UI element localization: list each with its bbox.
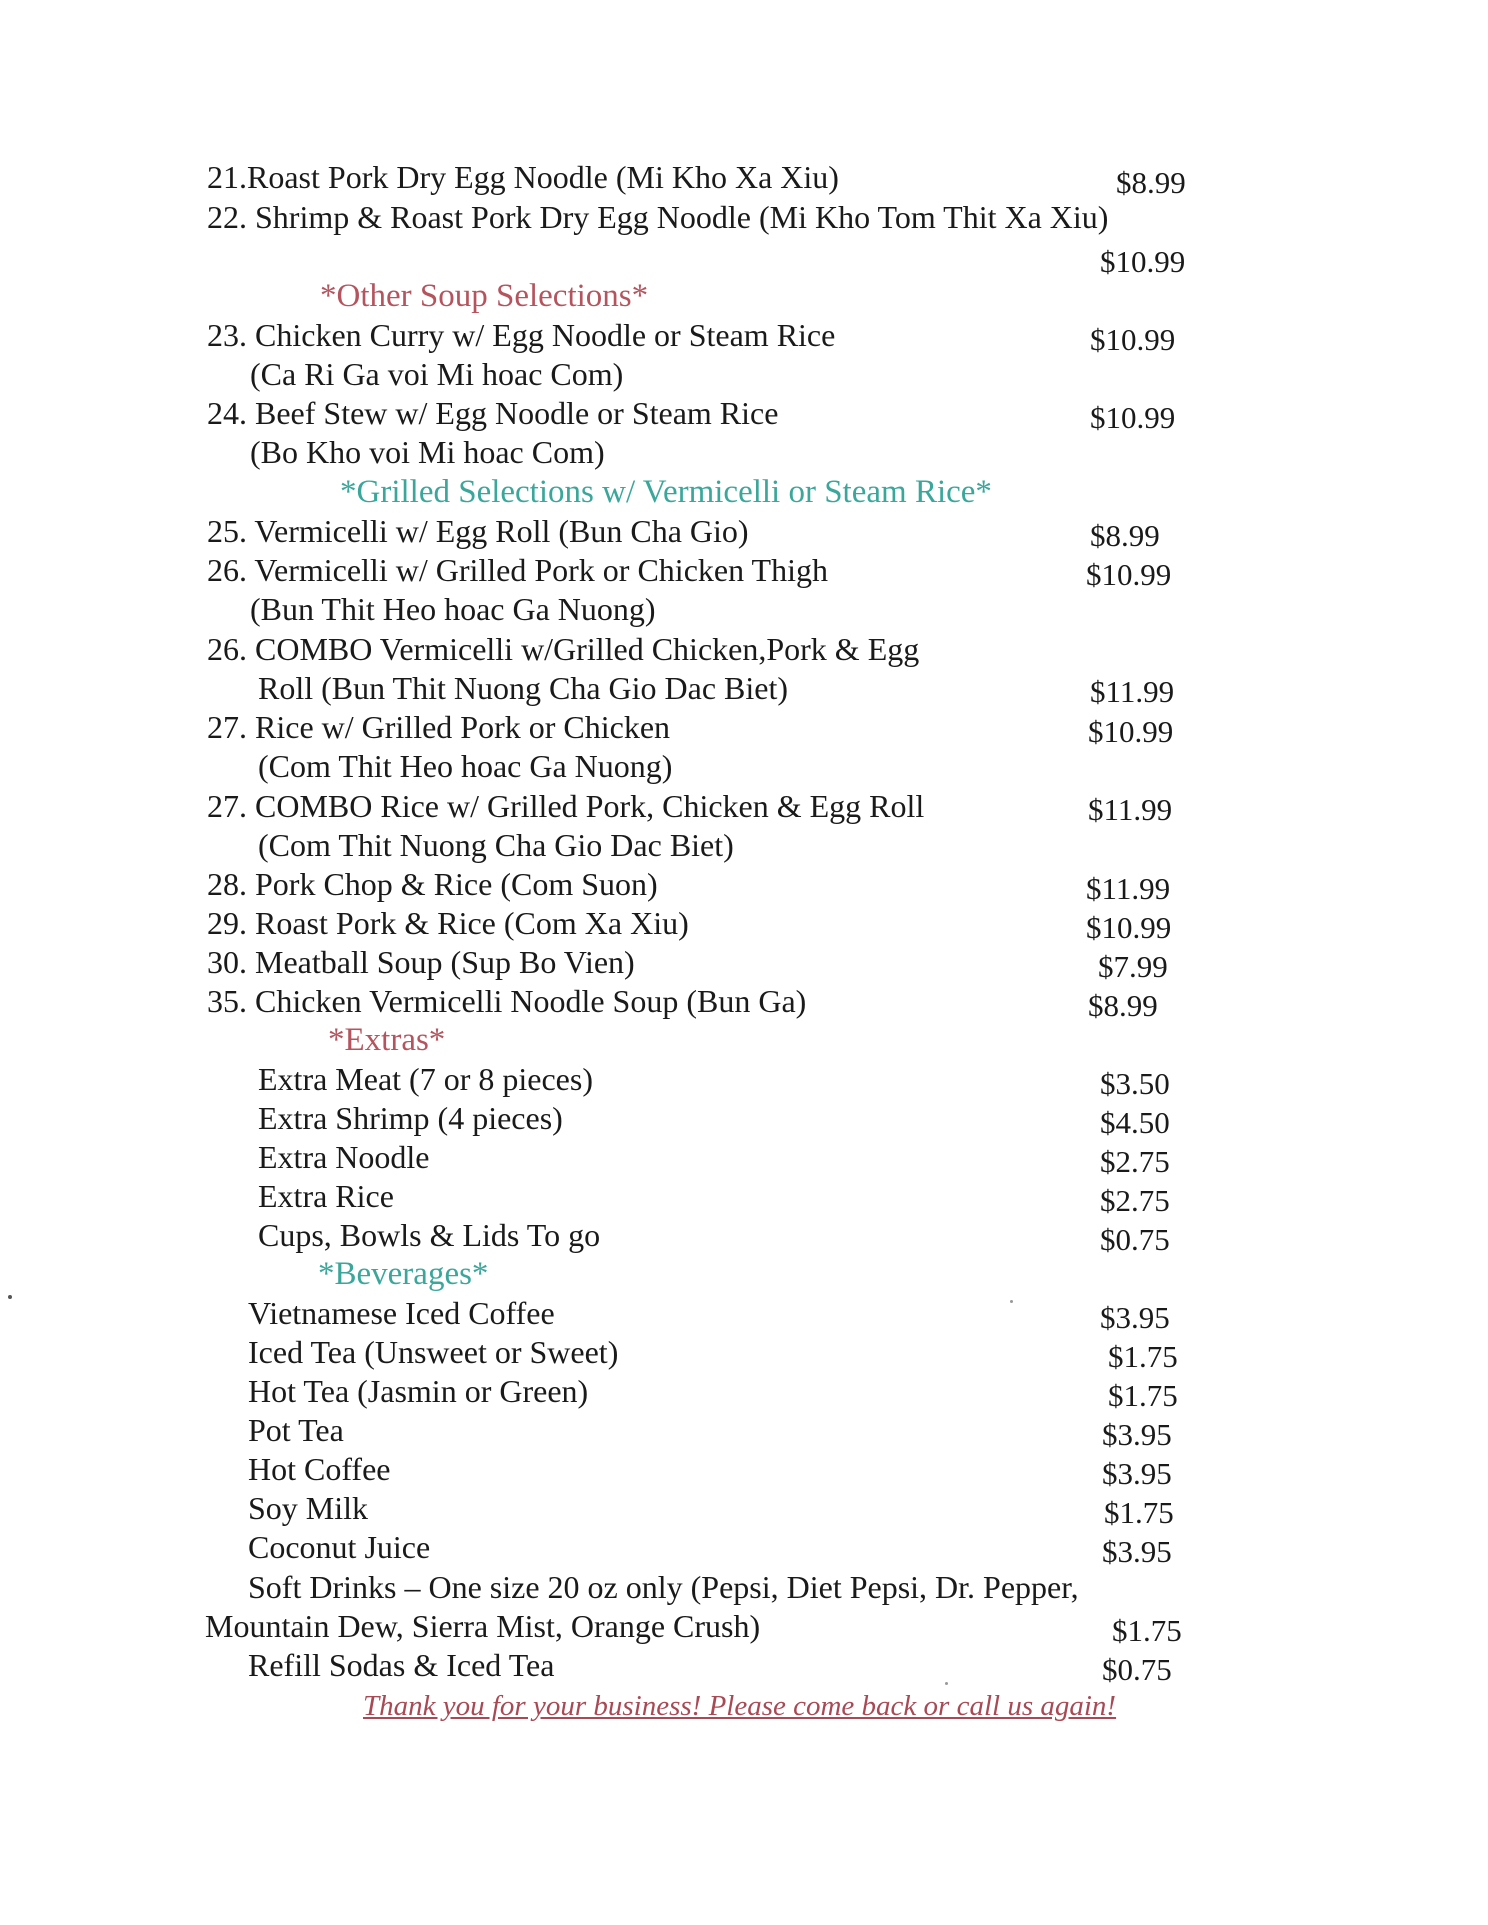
menu-item-name: (Com Thit Heo hoac Ga Nuong) (258, 748, 673, 784)
scan-speck (1010, 1300, 1013, 1303)
extra-item-price: $2.75 (1100, 1144, 1170, 1179)
extra-item-name: Extra Shrimp (4 pieces) (258, 1100, 563, 1136)
menu-item-price: $10.99 (1100, 244, 1186, 279)
menu-item-name: 24. Beef Stew w/ Egg Noodle or Steam Rice (207, 395, 779, 431)
menu-item-price: $11.99 (1088, 792, 1173, 827)
beverage-item-name: Hot Tea (Jasmin or Green) (248, 1373, 589, 1409)
menu-item-name: 27. COMBO Rice w/ Grilled Pork, Chicken & Egg Roll (207, 788, 925, 824)
extra-item-price: $4.50 (1100, 1105, 1170, 1140)
menu-item-price: $10.99 (1088, 714, 1174, 749)
menu-item-name: (Bo Kho voi Mi hoac Com) (250, 434, 605, 470)
beverage-item-name: Hot Coffee (248, 1451, 391, 1487)
menu-item-price: $8.99 (1116, 165, 1186, 200)
beverage-item-price: $3.95 (1102, 1534, 1172, 1569)
menu-item-name: 30. Meatball Soup (Sup Bo Vien) (207, 944, 635, 980)
extra-item-price: $0.75 (1100, 1222, 1170, 1257)
beverage-item-name: Soft Drinks – One size 20 oz only (Pepsi, Diet Pepsi, Dr. Pepper, (248, 1569, 1079, 1605)
beverage-item-name: Mountain Dew, Sierra Mist, Orange Crush) (205, 1608, 761, 1644)
beverage-item-name: Soy Milk (248, 1490, 369, 1526)
menu-item-price: $8.99 (1088, 988, 1158, 1023)
beverage-item-price: $1.75 (1112, 1613, 1182, 1648)
menu-item-name: (Com Thit Nuong Cha Gio Dac Biet) (258, 827, 734, 863)
beverage-item-price: $3.95 (1102, 1417, 1172, 1452)
extra-item-name: Extra Rice (258, 1178, 394, 1214)
beverage-item-price: $1.75 (1104, 1495, 1174, 1530)
section-heading-beverages: *Beverages* (318, 1256, 489, 1292)
extra-item-name: Extra Meat (7 or 8 pieces) (258, 1061, 593, 1097)
menu-item-name: (Ca Ri Ga voi Mi hoac Com) (250, 356, 624, 392)
menu-item-name: 22. Shrimp & Roast Pork Dry Egg Noodle (Mi Kho Tom Thit Xa Xiu) (207, 199, 1109, 235)
menu-item-name: (Bun Thit Heo hoac Ga Nuong) (250, 591, 656, 627)
beverage-item-price: $3.95 (1102, 1456, 1172, 1491)
menu-item-name: 28. Pork Chop & Rice (Com Suon) (207, 866, 658, 902)
menu-item-price: $8.99 (1090, 518, 1160, 553)
extra-item-price: $2.75 (1100, 1183, 1170, 1218)
menu-item-name: 27. Rice w/ Grilled Pork or Chicken (207, 709, 671, 745)
extra-item-price: $3.50 (1100, 1066, 1170, 1101)
menu-item-name: 25. Vermicelli w/ Egg Roll (Bun Cha Gio) (207, 513, 749, 549)
scan-speck (8, 1295, 12, 1299)
menu-item-name: Roll (Bun Thit Nuong Cha Gio Dac Biet) (258, 670, 789, 706)
menu-item-name: 35. Chicken Vermicelli Noodle Soup (Bun Ga) (207, 983, 807, 1019)
scan-speck (945, 1682, 948, 1685)
beverage-item-name: Vietnamese Iced Coffee (248, 1295, 555, 1331)
menu-item-name: 26. COMBO Vermicelli w/Grilled Chicken,Pork & Egg (207, 631, 920, 667)
menu-item-name: 21.Roast Pork Dry Egg Noodle (Mi Kho Xa Xiu) (207, 159, 839, 195)
beverage-item-name: Pot Tea (248, 1412, 344, 1448)
beverage-item-name: Iced Tea (Unsweet or Sweet) (248, 1334, 619, 1370)
menu-item-price: $10.99 (1086, 910, 1172, 945)
beverage-item-price: $1.75 (1108, 1378, 1178, 1413)
extra-item-name: Extra Noodle (258, 1139, 430, 1175)
section-heading-extras: *Extras* (328, 1022, 446, 1058)
menu-item-name: 29. Roast Pork & Rice (Com Xa Xiu) (207, 905, 689, 941)
section-heading-grilled: *Grilled Selections w/ Vermicelli or Steam Rice* (340, 474, 992, 510)
beverage-item-price: $0.75 (1102, 1652, 1172, 1687)
section-heading-other-soup: *Other Soup Selections* (320, 278, 649, 314)
beverage-item-name: Refill Sodas & Iced Tea (248, 1647, 555, 1683)
extra-item-name: Cups, Bowls & Lids To go (258, 1217, 601, 1253)
menu-item-price: $11.99 (1090, 674, 1175, 709)
menu-item-name: 23. Chicken Curry w/ Egg Noodle or Steam Rice (207, 317, 836, 353)
menu-item-price: $10.99 (1090, 322, 1176, 357)
menu-item-price: $10.99 (1090, 400, 1176, 435)
menu-item-price: $7.99 (1098, 949, 1168, 984)
beverage-item-price: $1.75 (1108, 1339, 1178, 1374)
menu-item-name: 26. Vermicelli w/ Grilled Pork or Chicken Thigh (207, 552, 828, 588)
beverage-item-price: $3.95 (1100, 1300, 1170, 1335)
menu-item-price: $11.99 (1086, 871, 1171, 906)
beverage-item-name: Coconut Juice (248, 1529, 431, 1565)
menu-item-price: $10.99 (1086, 557, 1172, 592)
footer-thank-you: Thank you for your business! Please come back or call us again! (363, 1690, 1117, 1722)
